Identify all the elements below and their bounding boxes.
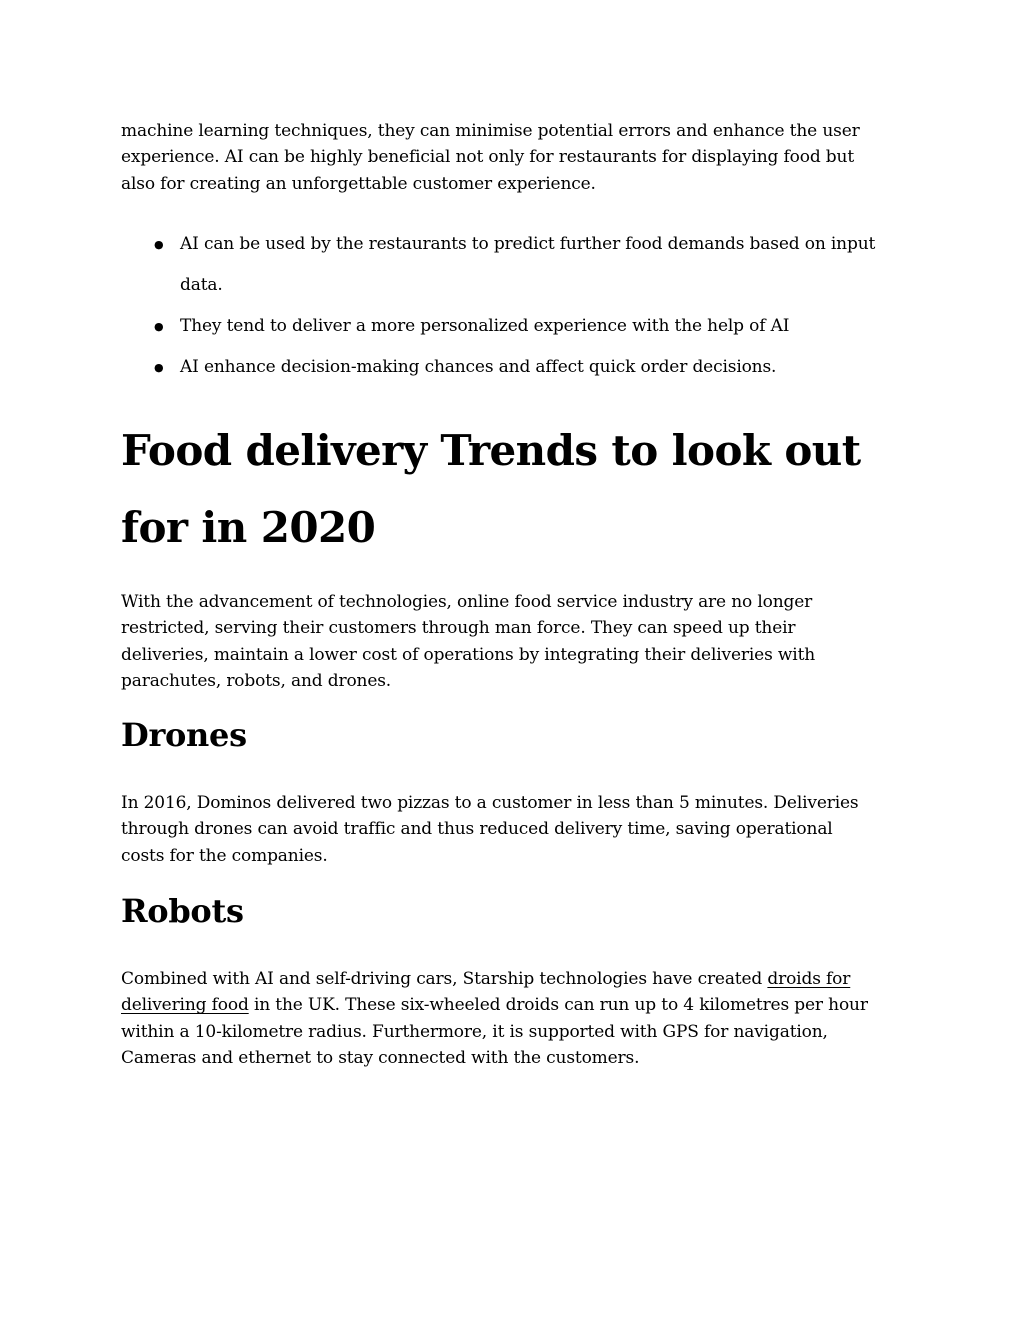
paragraph-line: In 2016, Dominos delivered two pizzas to a customer in less than 5 minutes. Deliveries	[121, 793, 859, 813]
paragraph-line: experience. AI can be highly beneficial not only for restaurants for displaying food but	[121, 147, 855, 168]
intro-paragraph	[121, 118, 911, 197]
robots-paragraph	[121, 966, 911, 1071]
list-item-line: AI can be used by the restaurants to predict further food demands based on input	[180, 234, 876, 254]
heading-line: Food delivery Trends to look out	[121, 426, 861, 475]
droids-link[interactable]: droids for	[767, 969, 851, 989]
paragraph-line	[121, 992, 911, 1018]
list-item	[121, 224, 911, 306]
paragraph-line	[121, 966, 911, 992]
paragraph-line: restricted, serving their customers through man force. They can speed up their	[121, 618, 796, 639]
ai-benefits-list	[121, 224, 911, 388]
line-text: Combined with AI and self-driving cars, Starship technologies have created	[121, 969, 768, 989]
paragraph-line: within a 10-kilometre radius. Furthermore, it is supported with GPS for navigation,	[121, 1021, 828, 1042]
paragraph-line: With the advancement of technologies, online food service industry are no longer	[121, 592, 813, 612]
paragraph-line: deliveries, maintain a lower cost of operations by integrating their deliveries with	[121, 644, 816, 665]
subheading-robots: Robots	[121, 892, 244, 930]
paragraph-line: through drones can avoid traffic and thus reduced delivery time, saving operational	[121, 819, 833, 840]
droids-link-continued[interactable]: delivering food	[121, 995, 249, 1016]
list-item-line: AI enhance decision-making chances and affect quick order decisions.	[180, 357, 777, 377]
list-item-line: They tend to deliver a more personalized experience with the help of AI	[180, 316, 790, 336]
list-item-line: data.	[180, 275, 223, 295]
section-heading-trends	[121, 412, 921, 566]
paragraph-line: costs for the companies.	[121, 845, 328, 866]
heading-line: for in 2020	[121, 503, 376, 552]
trends-paragraph	[121, 589, 911, 694]
drones-paragraph	[121, 790, 911, 869]
paragraph-line: machine learning techniques, they can minimise potential errors and enhance the user	[121, 121, 860, 141]
paragraph-line: also for creating an unforgettable customer experience.	[121, 173, 596, 194]
list-item	[121, 347, 911, 388]
subheading-drones: Drones	[121, 716, 247, 754]
bullet-icon: ●	[154, 320, 164, 333]
bullet-icon: ●	[154, 238, 164, 251]
line-text: in the UK. These six-wheeled droids can run up to 4 kilometres per hour	[248, 995, 868, 1016]
paragraph-line: parachutes, robots, and drones.	[121, 670, 392, 691]
paragraph-line: Cameras and ethernet to stay connected with the customers.	[121, 1047, 640, 1068]
bullet-icon: ●	[154, 361, 164, 374]
list-item	[121, 306, 911, 347]
